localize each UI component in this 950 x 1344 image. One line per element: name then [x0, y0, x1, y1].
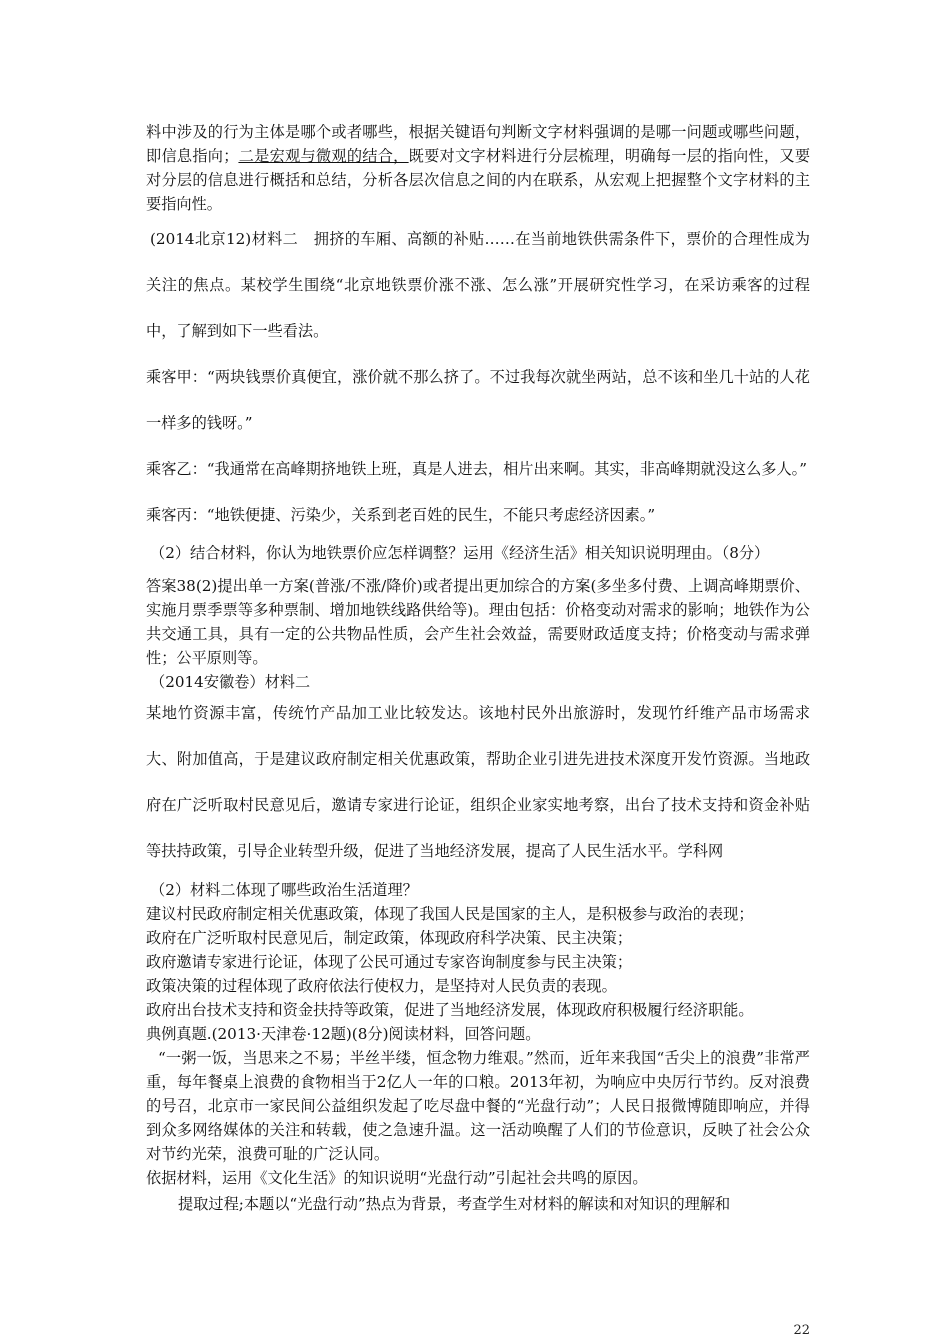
passenger-b-quote: 乘客乙：“我通常在高峰期挤地铁上班，真是人进去，相片出来啊。其实，非高峰期就没这么多人。”	[146, 460, 807, 478]
anhui-answer-5: 政府出台技术支持和资金扶持等政策，促进了当地经济发展，体现政府积极履行经济职能。	[146, 1001, 754, 1019]
beijing-answer: 答案38(2)提出单一方案(普涨/不涨/降价)或者提出更加综合的方案(多坐多付费、上调高峰期票价、实施月票季票等多种票制、增加地铁线路供给等)。理由包括：价格变动对需求的影响；地铁作为公共交通工具，具有一定的公共物品性质，会产生社会效益，需要财政适度支持；价格变动与需求弹性；公平原则等。	[146, 577, 810, 667]
anhui-answer-2: 政府在广泛听取村民意见后，制定政策，体现政府科学决策、民主决策；	[146, 929, 632, 947]
method-underlined-text: 二是宏观与微观的结合，	[238, 147, 409, 165]
tianjin-extraction-process: 提取过程;本题以“光盘行动”热点为背景，考查学生对材料的解读和对知识的理解和	[178, 1195, 731, 1213]
anhui-question: （2）材料二体现了哪些政治生活道理？	[150, 881, 418, 899]
passenger-c-quote: 乘客丙：“地铁便捷、污染少，关系到老百姓的民生，不能只考虑经济因素。”	[146, 506, 656, 524]
beijing-material-intro: (2014北京12)材料二 拥挤的车厢、高额的补贴……在当前地铁供需条件下，票价的合理性成为关注的焦点。某校学生围绕“北京地铁票价涨不涨、怎么涨”开展研究性学习，在采访乘客的过程中，了解到如下一些看法。	[146, 230, 810, 340]
anhui-answer-3: 政府邀请专家进行论证，体现了公民可通过专家咨询制度参与民主决策；	[146, 953, 632, 971]
method-paragraph	[146, 120, 810, 216]
anhui-heading: （2014安徽卷）材料二	[150, 673, 311, 691]
anhui-answer-4: 政策决策的过程体现了政府依法行使权力，是坚持对人民负责的表现。	[146, 977, 617, 995]
page-content	[146, 120, 810, 1216]
method-text-a: 料中涉及的行为主体是哪个或者哪些，根据关键语句判断文字材料强调的是哪一问题或哪些问题，即信息指向；	[146, 123, 810, 165]
anhui-material: 某地竹资源丰富，传统竹产品加工业比较发达。该地村民外出旅游时，发现竹纤维产品市场需求大、附加值高，于是建议政府制定相关优惠政策，帮助企业引进先进技术深度开发竹资源。当地政府在广泛听取村民意见后，邀请专家进行论证，组织企业家实地考察，出台了技术支持和资金补贴等扶持政策，引导企业转型升级，促进了当地经济发展，提高了人民生活水平。学科网	[146, 704, 810, 860]
tianjin-heading: 典例真题.(2013·天津卷·12题)(8分)阅读材料，回答问题。	[146, 1025, 541, 1043]
tianjin-question: 依据材料，运用《文化生活》的知识说明“光盘行动”引起社会共鸣的原因。	[146, 1169, 648, 1187]
page-number: 22	[793, 1323, 810, 1338]
passenger-a-quote: 乘客甲：“两块钱票价真便宜，涨价就不那么挤了。不过我每次就坐两站，总不该和坐几十站的人花一样多的钱呀。”	[146, 368, 810, 432]
tianjin-material: “一粥一饭，当思来之不易；半丝半缕，恒念物力维艰。”然而，近年来我国“舌尖上的浪费”非常严重，每年餐桌上浪费的食物相当于2亿人一年的口粮。2013年初，为响应中央厉行节约。反对浪费的号召，北京市一家民间公益组织发起了吃尽盘中餐的“光盘行动”；人民日报微博随即响应，并得到众多网络媒体的关注和转载，使之急速升温。这一活动唤醒了人们的节俭意识，反映了社会公众对节约光荣，浪费可耻的广泛认同。	[146, 1049, 810, 1163]
anhui-answer-1: 建议村民政府制定相关优惠政策，体现了我国人民是国家的主人，是积极参与政治的表现；	[146, 905, 754, 923]
beijing-question: （2）结合材料，你认为地铁票价应怎样调整？运用《经济生活》相关知识说明理由。（8分）	[150, 544, 770, 562]
method-text-b: 既要对文字材料进行分层梳理，明确每一层的指向性，又要对分层的信息进行概括和总结，分析各层次信息之间的内在联系，从宏观上把握整个文字材料的主要指向性。	[146, 147, 811, 213]
